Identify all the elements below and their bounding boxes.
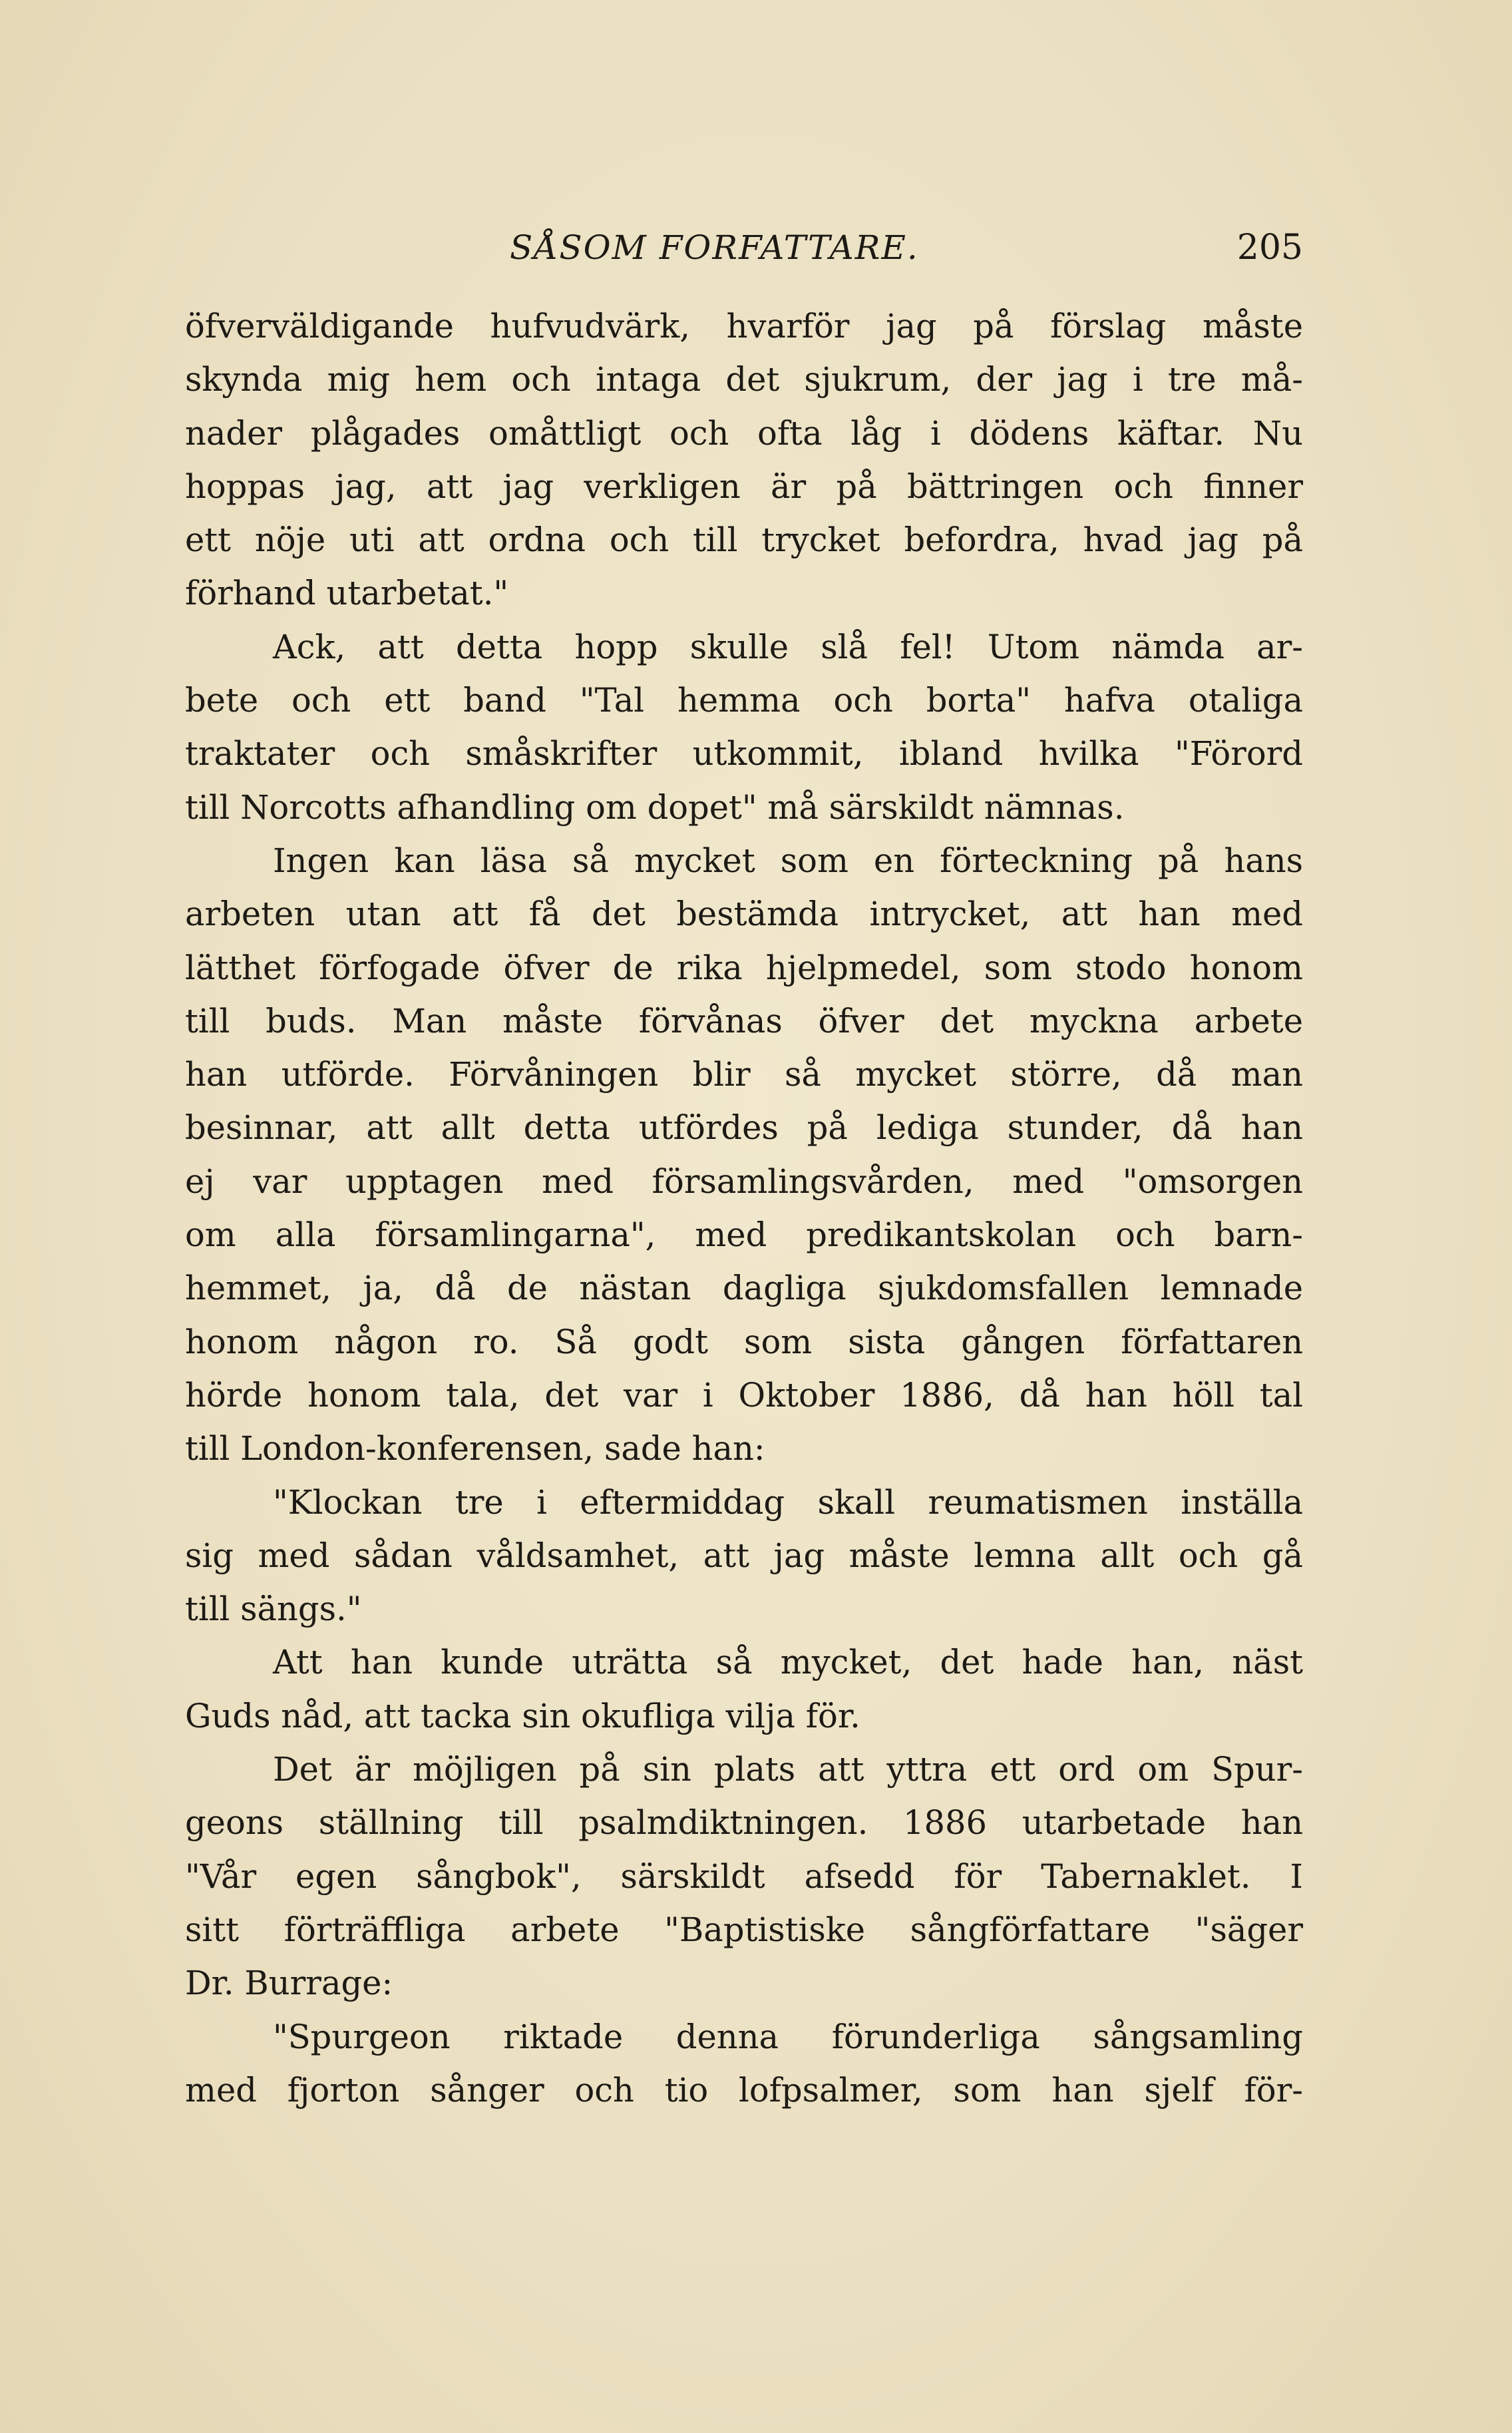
- text-line: med fjorton sånger och tio lofpsalmer, som han sjelf för-: [185, 2070, 1303, 2109]
- text-line: "Spurgeon riktade denna förunderliga sångsamling: [273, 2017, 1303, 2056]
- text-line: Att han kunde uträtta så mycket, det hade han, näst: [273, 1643, 1303, 1682]
- text-line: sitt förträffliga arbete "Baptistiske sångförfattare "säger: [185, 1910, 1303, 1949]
- text-line: till buds. Man måste förvånas öfver det myckna arbete: [185, 1001, 1303, 1040]
- text-line: till Norcotts afhandling om dopet" må särskildt nämnas.: [185, 787, 1125, 827]
- text-line: bete och ett band "Tal hemma och borta" hafva otaliga: [185, 681, 1303, 720]
- text-line: "Vår egen sångbok", särskildt afsedd för Tabernaklet. I: [185, 1857, 1303, 1896]
- page-header: [185, 221, 1303, 274]
- text-line: geons ställning till psalmdiktningen. 1886 utarbetade han: [185, 1803, 1303, 1843]
- text-line: ej var upptagen med församlingsvården, med "omsorgen: [185, 1162, 1303, 1201]
- text-line: hoppas jag, att jag verkligen är på bättringen och finner: [185, 467, 1303, 506]
- text-line: traktater och småskrifter utkommit, ibland hvilka "Förord: [185, 734, 1303, 774]
- text-line: sig med sådan våldsamhet, att jag måste lemna allt och gå: [185, 1536, 1303, 1575]
- text-line: om alla församlingarna", med predikantskolan och barn-: [185, 1216, 1303, 1255]
- text-line: nader plågades omåttligt och ofta låg i dödens käftar. Nu: [185, 413, 1303, 453]
- text-line: hörde honom tala, det var i Oktober 1886, då han höll tal: [185, 1375, 1303, 1415]
- running-title: SÅSOM FORFATTARE.: [510, 228, 919, 267]
- text-line: arbeten utan att få det bestämda intrycket, att han med: [185, 895, 1303, 934]
- text-line: Ingen kan läsa så mycket som en förteckning på hans: [273, 841, 1303, 880]
- text-line: besinnar, att allt detta utfördes på lediga stunder, då han: [185, 1108, 1303, 1148]
- text-line: lätthet förfogade öfver de rika hjelpmedel, som stodo honom: [185, 948, 1303, 987]
- page-number: 205: [1236, 228, 1303, 268]
- text-line: öfverväldigande hufvudvärk, hvarför jag på förslag måste: [185, 307, 1303, 345]
- text-line: honom någon ro. Så godt som sista gången författaren: [185, 1322, 1303, 1361]
- text-line: hemmet, ja, då de nästan dagliga sjukdomsfallen lemnade: [185, 1269, 1303, 1308]
- body-text: [185, 300, 1303, 2117]
- text-line: han utförde. Förvåningen blir så mycket större, då man: [185, 1055, 1303, 1094]
- text-line: Det är möjligen på sin plats att yttra ett ord om Spur-: [273, 1750, 1303, 1789]
- text-line: skynda mig hem och intaga det sjukrum, der jag i tre må-: [185, 360, 1303, 399]
- text-line: Dr. Burrage:: [185, 1964, 393, 2003]
- text-line: ett nöje uti att ordna och till trycket befordra, hvad jag på: [185, 521, 1303, 560]
- text-line: "Klockan tre i eftermiddag skall reumatismen inställa: [273, 1482, 1303, 1522]
- text-line: till London-konferensen, sade han:: [185, 1429, 765, 1468]
- text-line: Guds nåd, att tacka sin okufliga vilja för.: [185, 1696, 860, 1735]
- text-line: Ack, att detta hopp skulle slå fel! Utom nämda ar-: [273, 627, 1303, 666]
- text-line: till sängs.": [185, 1590, 362, 1629]
- text-line: förhand utarbetat.": [185, 574, 509, 613]
